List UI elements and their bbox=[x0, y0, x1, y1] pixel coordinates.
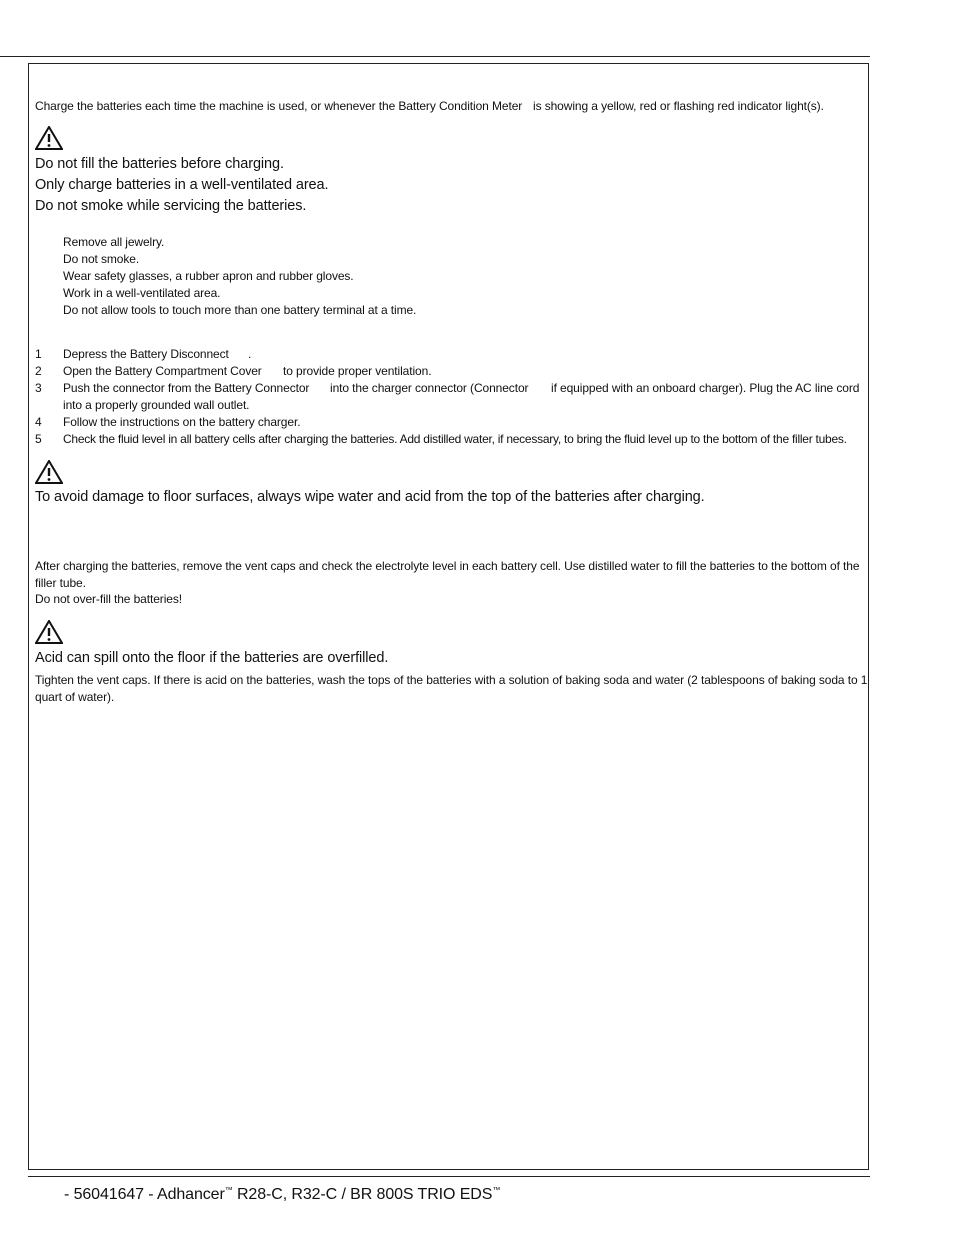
bottom-rule bbox=[28, 1176, 870, 1177]
precaution-item: Do not smoke. bbox=[63, 252, 140, 266]
step-text: Depress the Battery Disconnect bbox=[63, 347, 229, 361]
precaution-item: Work in a well-ventilated area. bbox=[63, 286, 221, 300]
step-number: 1 bbox=[35, 347, 42, 361]
step-number: 3 bbox=[35, 381, 42, 395]
warning-triangle-icon bbox=[35, 620, 63, 644]
warning1-line: Do not fill the batteries before charging. bbox=[35, 156, 284, 172]
footer-part: R28-C, R32-C / BR 800S TRIO EDS bbox=[232, 1186, 493, 1203]
step-text: Follow the instructions on the battery charger. bbox=[63, 415, 301, 429]
after-charging-text: After charging the batteries, remove the vent caps and check the electrolyte level in each battery cell. Use distilled water to fill the batteries to the bottom of the bbox=[35, 559, 860, 573]
warning1-line: Only charge batteries in a well-ventilated area. bbox=[35, 177, 329, 193]
after-charging-text: filler tube. bbox=[35, 576, 86, 590]
step-text: Open the Battery Compartment Cover bbox=[63, 364, 262, 378]
step-number: 5 bbox=[35, 432, 42, 446]
closing-text: quart of water). bbox=[35, 690, 115, 704]
intro-text-b: is showing a yellow, red or flashing red indicator light(s). bbox=[533, 99, 824, 113]
step-text: if equipped with an onboard charger). Plug the AC line cord bbox=[551, 381, 860, 395]
step-text: into a properly grounded wall outlet. bbox=[63, 398, 250, 412]
step-text: to provide proper ventilation. bbox=[283, 364, 432, 378]
warning-triangle-icon bbox=[35, 460, 63, 484]
page-footer bbox=[64, 1186, 500, 1204]
step-text: Push the connector from the Battery Connector bbox=[63, 381, 310, 395]
footer-part: - 56041647 - Adhancer bbox=[64, 1186, 225, 1203]
intro-text-a: Charge the batteries each time the machine is used, or whenever the Battery Condition Meter bbox=[35, 99, 523, 113]
precaution-item: Wear safety glasses, a rubber apron and rubber gloves. bbox=[63, 269, 354, 283]
warning3-text: Acid can spill onto the floor if the batteries are overfilled. bbox=[35, 650, 389, 666]
closing-text: Tighten the vent caps. If there is acid on the batteries, wash the tops of the batteries with a solution of baking soda and water (2 tablespoons of baking soda to 1 bbox=[35, 673, 868, 687]
top-rule bbox=[0, 56, 870, 57]
precaution-item: Remove all jewelry. bbox=[63, 235, 165, 249]
trademark-mark: ™ bbox=[492, 1185, 501, 1195]
warning-triangle-icon bbox=[35, 126, 63, 150]
trademark-mark: ™ bbox=[224, 1185, 233, 1195]
content-frame bbox=[28, 63, 869, 1170]
step-text: . bbox=[248, 347, 252, 361]
warning1-line: Do not smoke while servicing the batteries. bbox=[35, 198, 307, 214]
step-number: 2 bbox=[35, 364, 42, 378]
warning2-text: To avoid damage to floor surfaces, always wipe water and acid from the top of the batteries after charging. bbox=[35, 489, 705, 505]
step-number: 4 bbox=[35, 415, 42, 429]
step-text: into the charger connector (Connector bbox=[330, 381, 529, 395]
after-charging-text: Do not over-fill the batteries! bbox=[35, 592, 182, 606]
step-text: Check the fluid level in all battery cells after charging the batteries. Add distilled water, if necessary, to bring the fluid level up to the bottom of the filler tubes. bbox=[63, 432, 847, 446]
precaution-item: Do not allow tools to touch more than one battery terminal at a time. bbox=[63, 303, 417, 317]
